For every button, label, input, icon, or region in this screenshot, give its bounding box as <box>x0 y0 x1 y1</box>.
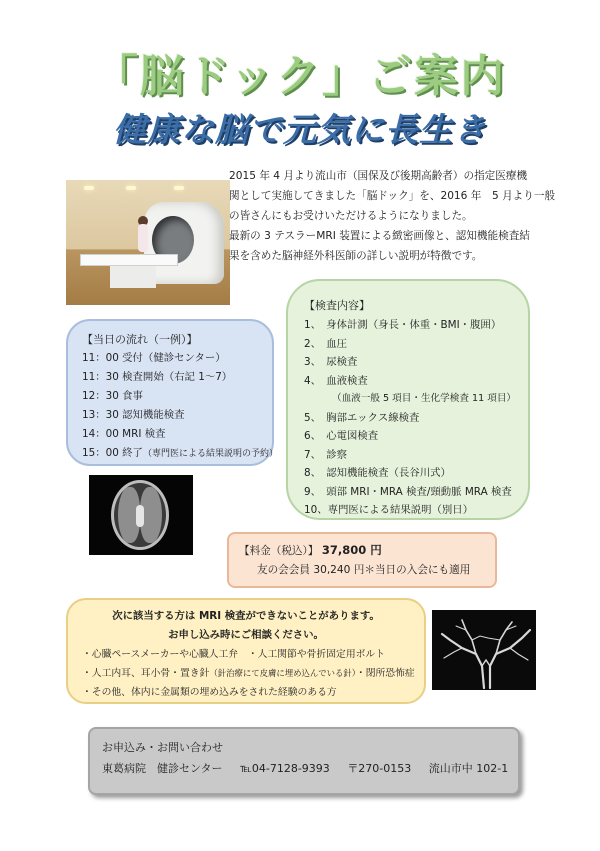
test-item: 5、 胸部エックス線検査 <box>304 411 420 424</box>
mri-caution-panel <box>66 598 426 704</box>
caution-item: ・その他、体内に金属類の埋め込みをされた経験のある方 <box>82 687 337 698</box>
flow-item <box>82 425 272 444</box>
flow-time: 14：00 <box>82 428 119 440</box>
caution-item-note: （針治療にて皮膚に埋め込んでいる針） <box>209 668 356 678</box>
hospital-name: 東葛病院 健診センター <box>102 762 223 775</box>
flow-text: 受付（健診センター） <box>122 352 226 364</box>
flow-item <box>82 444 278 463</box>
test-item: 1、 身体計測（身長・体重・BMI・腹囲） <box>304 319 502 331</box>
test-item: 6、 心電図検査 <box>304 430 379 442</box>
flow-text: 食事 <box>122 390 143 402</box>
intro-line: 最新の 3 テスラーMRI 装置による緻密画像と、認知機能検査結 <box>229 230 530 242</box>
page-subtitle: 健康な脳で元気に長生き <box>113 110 487 149</box>
test-item: 2、 血圧 <box>304 337 347 350</box>
caution-item <box>82 664 424 683</box>
fee-price: 37,800 円 <box>321 543 382 557</box>
brain-mri-image <box>89 475 193 555</box>
page-title: 「脳ドック」ご案内 <box>93 51 507 102</box>
caution-subheading: お申し込み時にご相談ください。 <box>168 629 324 641</box>
intro-line: 2015 年 4 月より流山市（国保及び後期高齢者）の指定医療機 <box>229 170 528 182</box>
flow-time: 13：30 <box>82 409 119 421</box>
test-item: 8、 認知機能検査（長谷川式） <box>304 467 451 479</box>
test-item: 7、 診察 <box>304 448 347 461</box>
test-contents-panel <box>286 279 530 520</box>
test-contents-title: 【検査内容】 <box>304 299 370 312</box>
flow-note: （専門医による結果説明の予約） <box>142 449 278 459</box>
mri-room-photo <box>66 180 230 305</box>
phone-number: ℡04-7128-9393 <box>240 762 330 775</box>
flow-time: 11：00 <box>82 352 119 364</box>
caution-item: ・心臓ペースメーカーや心臓人工弁 ・人工関節や骨折固定用ボルト <box>82 649 386 660</box>
test-item: 3、 尿検査 <box>304 356 358 368</box>
caution-heading: 次に該当する方は MRI 検査ができないことがあります。 <box>112 610 380 622</box>
flow-item <box>82 368 272 387</box>
flow-text: 認知機能検査 <box>122 409 185 421</box>
caution-item-text: ・閉所恐怖症 <box>355 668 415 679</box>
mra-angiography-image <box>432 610 536 690</box>
flow-time: 15：00 <box>82 447 119 459</box>
contact-panel <box>88 727 520 795</box>
fee-label: 【料金（税込）】 <box>239 545 319 557</box>
flow-item <box>82 406 272 425</box>
flow-item <box>82 387 272 406</box>
fee-panel <box>227 532 497 588</box>
caution-item-text: ・人工内耳、耳小骨・置き針 <box>82 668 210 679</box>
flow-item <box>82 349 272 368</box>
flow-text: 終了 <box>122 447 143 459</box>
test-item-detail: （血液一般 5 項目・生化学検査 11 項目） <box>332 393 517 404</box>
flow-time: 12：30 <box>82 390 119 402</box>
test-item: 10、専門医による結果説明（別日） <box>304 504 474 516</box>
member-fee: 友の会会員 30,240 円＊当日の入会にも適用 <box>257 564 471 576</box>
intro-line: 関として実施してきました「脳ドック」を、2016 年 5 月より一般 <box>229 190 556 202</box>
test-item: 9、 頭部 MRI・MRA 検査/頸動脈 MRA 検査 <box>304 485 512 498</box>
contact-details <box>102 758 518 779</box>
intro-line: 果を含めた脳神経外科医師の詳しい説明が特徴です。 <box>229 250 483 262</box>
contact-label: お申込み・お問い合わせ <box>102 741 223 754</box>
address: 流山市中 102-1 <box>428 762 509 775</box>
test-item: 4、 血液検査 <box>304 374 368 387</box>
vessel-graphic <box>432 610 536 690</box>
day-flow-panel <box>66 319 278 466</box>
day-flow-title: 【当日の流れ（一例）】 <box>82 333 198 346</box>
flow-text: 検査開始（右記 1～7） <box>122 371 233 383</box>
intro-line: の皆さんにもお受けいただけるようになりました。 <box>229 210 473 222</box>
flow-time: 11：30 <box>82 371 119 383</box>
intro-text <box>229 166 569 266</box>
postal-code: 〒270-0153 <box>347 762 412 775</box>
flow-text: MRI 検査 <box>122 428 166 440</box>
